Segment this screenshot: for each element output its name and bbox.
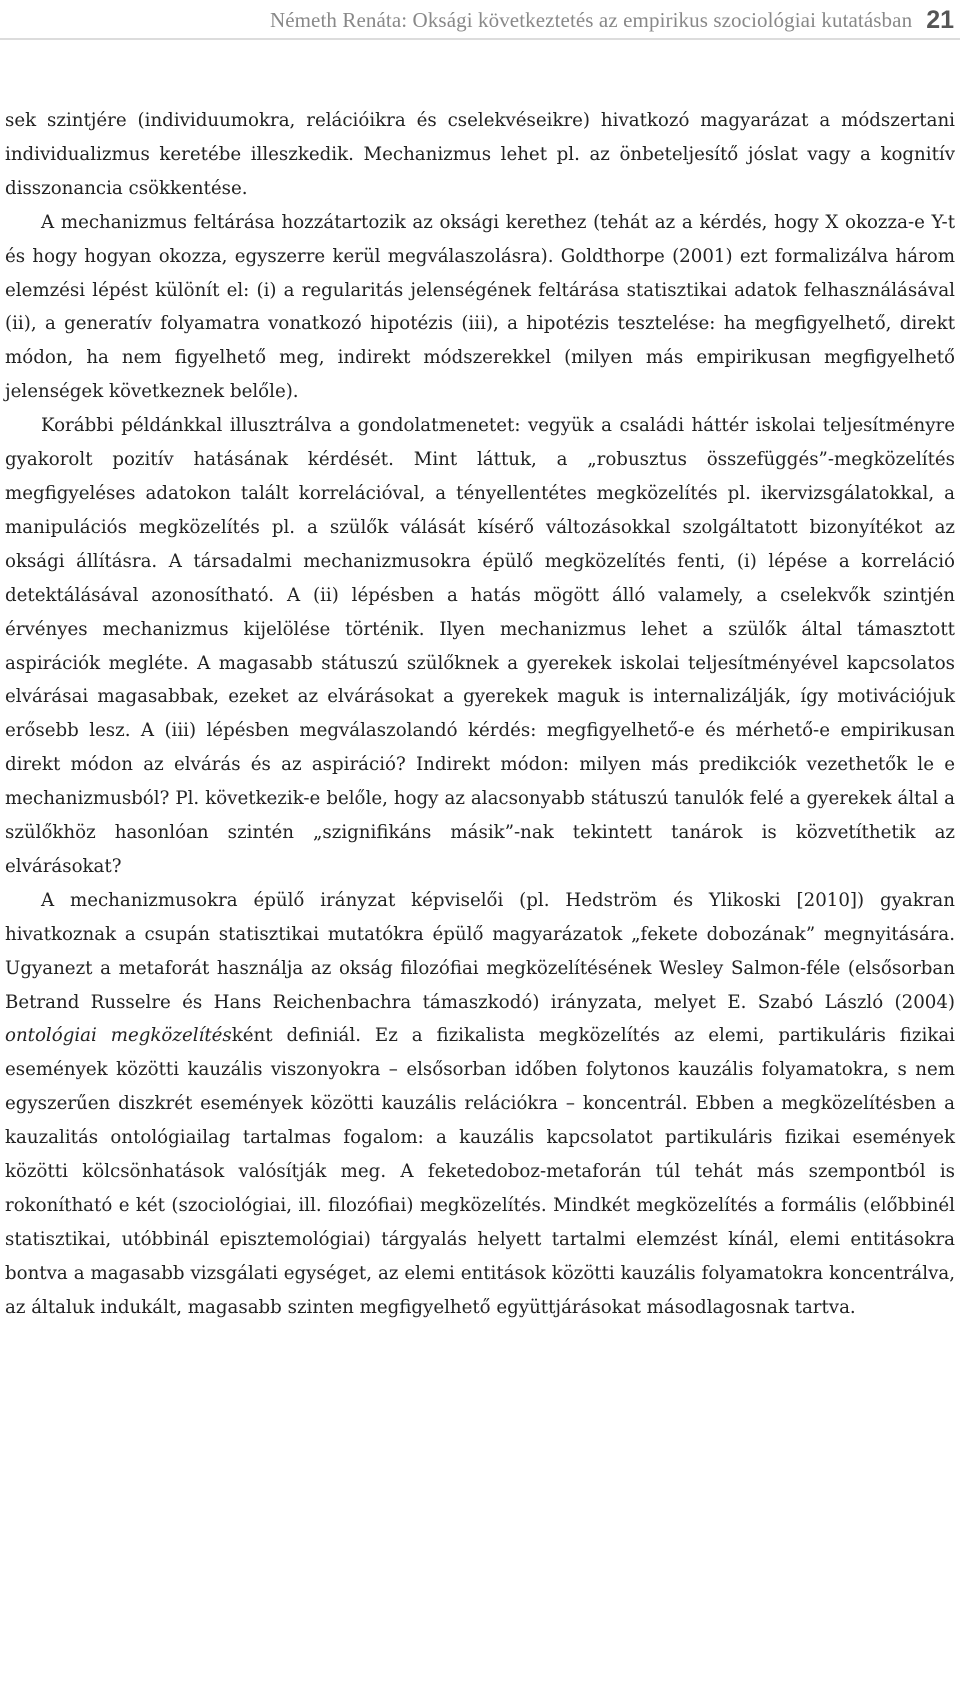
paragraph-text-part: A mechanizmusokra épülő irányzat képviselői (pl. Hedström és Ylikoski [2010]) gyakran hivatkoznak a csupán statisztikai mutatókra épülő magyarázatok „fekete dobozának” megnyitására. Ugyanezt a metaforát használja az okság filozófiai megközelítésének Wesley Salmon-féle (elsősorban Betrand Russelre és Hans Reichenbachra támaszkodó) irányzata, melyet E. Szabó László (2004) (5, 889, 955, 1013)
italic-term: ontológiai megközelítés (5, 1025, 232, 1047)
paragraph-continued: sek szintjére (individuumokra, relációikra és cselekvéseikre) hivatkozó magyarázat a módszertani individualizmus keretébe illeszkedik. Mechanizmus lehet pl. az önbeteljesítő jóslat vagy a kognitív disszonancia csökkentése. (5, 110, 955, 199)
running-header (0, 0, 960, 40)
paragraph-mechanism: A mechanizmus feltárása hozzátartozik az oksági kerethez (tehát az a kérdés, hogy X okozza-e Y-t és hogy hogyan okozza, egyszerre kerül megválaszolásra). Goldthorpe (2001) ezt formalizálva három elemzési lépést különít el: (i) a regularitás jelenségének feltárása statisztikai adatok felhasználásával (ii), a generatív folyamatra vonatkozó hipotézis (iii), a hipotézis tesztelése: ha megfigyelhető, direkt módon, ha nem figyelhető meg, indirekt módszerekkel (milyen más empirikusan megfigyelhető jelenségek következnek belőle). (5, 211, 955, 403)
running-header-title: Németh Renáta: Oksági következtetés az empirikus szociológiai kutatásban (269, 7, 913, 32)
paragraph-example: Korábbi példánkkal illusztrálva a gondolatmenetet: vegyük a családi háttér iskolai teljesítményre gyakorolt pozitív hatásának kérdését. Mint láttuk, a „robusztus összefüggés”-megközelítés megfigyeléses adatokon talált korrelációval, a tényellentétes megközelítés pl. ikervizsgálatokkal, a manipulációs megközelítés pl. a szülők válását kísérő változásokkal szolgáltatott bizonyítékot az oksági állításra. A társadalmi mechanizmusokra épülő megközelítés fenti, (i) lépése a korreláció detektálásával azonosítható. A (ii) lépésben a hatás mögött álló valamely, a cselekvők szintjén érvényes mechanizmus kijelölése történik. Ilyen mechanizmus lehet a szülők által támasztott aspirációk megléte. A magasabb státuszú szülőknek a gyerekek iskolai teljesítményével kapcsolatos elvárásai magasabbak, ezeket az elvárásokat a gyerekek maguk is internalizálják, így motivációjuk erősebb lesz. A (iii) lépésben megválaszolandó kérdés: megfigyelhető-e és mérhető-e empirikusan direkt módon az elvárás és az aspiráció? Indirekt módon: milyen más predikciók vezethetők le e mechanizmusból? Pl. következik-e belőle, hogy az alacsonyabb státuszú tanulók felé a gyerekek által a szülőkhöz hasonlóan szintén „szignifikáns másik”-nak tekintett tanárok is közvetíthetik az elvárásokat? (5, 415, 955, 877)
page-number: 21 (926, 5, 954, 34)
body-text (5, 104, 955, 1325)
header-divider (0, 38, 960, 40)
paragraph-black-box (5, 884, 955, 1325)
paragraph-text-part: ként definiál. Ez a fizikalista megközelítés az elemi, partikuláris fizikai események közötti kauzális viszonyokra – elsősorban időben folytonos kauzális folyamatokra, s nem egyszerűen diszkrét események közötti kauzális relációkra – koncentrál. Ebben a megközelítésben a kauzalitás ontológiailag tartalmas fogalom: a kauzális kapcsolatot partikuláris fizikai események közötti kölcsönhatások valósítják meg. A feketedoboz-metaforán túl tehát más szempontból is rokonítható e két (szociológiai, ill. filozófiai) megközelítés. Mindkét megközelítés a formális (előbbinél statisztikai, utóbbinál episztemológiai) tárgyalás helyett tartalmi elemzést kínál, elemi entitásokra bontva a magasabb vizsgálati egységet, az elemi entitások közötti kauzális folyamatokra koncentrálva, az általuk indukált, magasabb szinten megfigyelhető együttjárásokat másodlagosnak tartva. (5, 1025, 955, 1318)
